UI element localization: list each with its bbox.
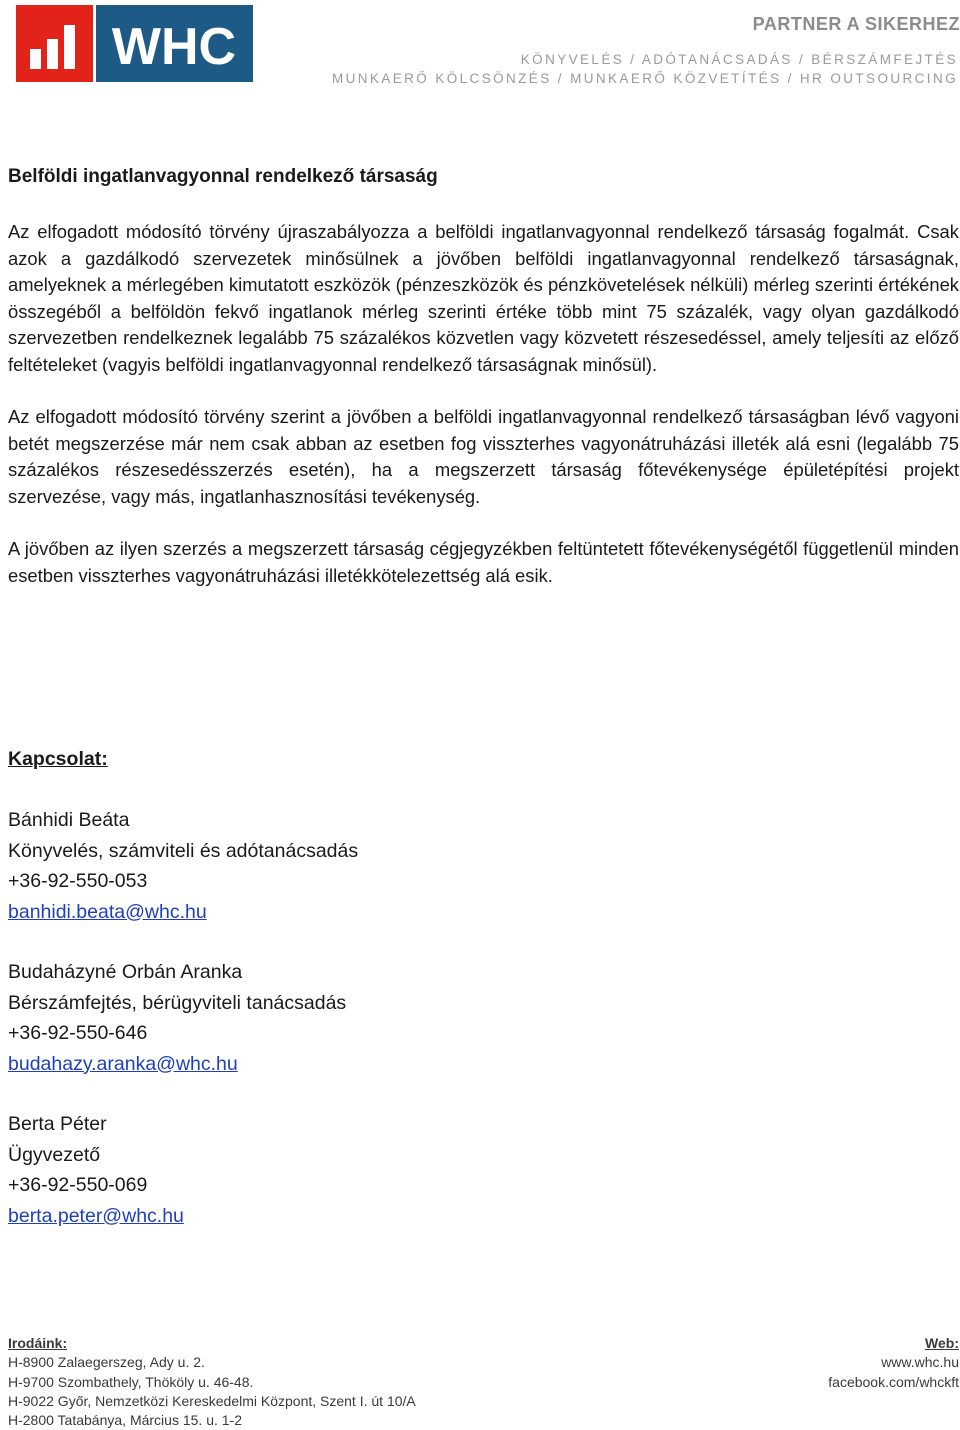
web-title: Web: bbox=[925, 1335, 959, 1351]
logo-bar-1 bbox=[30, 49, 41, 69]
article-paragraph-1: Az elfogadott módosító törvény újraszabályozza a belföldi ingatlanvagyonnal rendelkező társaság fogalmát. Csak azok a gazdálkodó szervezetek minősülnek a jövőben belföldi ingatlanvagyonnal rendelkező társaságnak, amelyeknek a mérlegében kimutatott eszközök (pénzeszközök és pénzkövetelések nélküli) mérleg szerinti értékének összegéből a belföldön fekvő ingatlanok mérleg szerinti értéke több mint 75 százalék, vagy olyan gazdálkodó szervezetben rendelkeznek legalább 75 százalékos közvetlen vagy közvetett részesedéssel, amely teljesíti az előző feltételeket (vagyis belföldi ingatlanvagyonnal rendelkező társaságnak minősül). bbox=[8, 221, 959, 375]
article-heading: Belföldi ingatlanvagyonnal rendelkező társaság bbox=[8, 166, 438, 187]
logo-bar-3 bbox=[64, 25, 75, 69]
office-address: H-8900 Zalaegerszeg, Ady u. 2. bbox=[8, 1354, 205, 1371]
contact-person bbox=[8, 805, 358, 927]
contact-person bbox=[8, 1109, 358, 1231]
contact-role: Könyvelés, számviteli és adótanácsadás bbox=[8, 839, 359, 862]
contact-email-link[interactable]: berta.peter@whc.hu bbox=[8, 1204, 184, 1227]
contact-section bbox=[8, 748, 358, 1261]
logo-bar-2 bbox=[47, 39, 58, 69]
whc-logo bbox=[16, 5, 253, 82]
offices-title: Irodáink: bbox=[8, 1335, 68, 1351]
logo-text: WHC bbox=[111, 18, 237, 76]
contact-title: Kapcsolat: bbox=[8, 748, 108, 770]
office-address: H-9022 Győr, Nemzetközi Kereskedelmi Központ, Szent I. út 10/A bbox=[8, 1392, 416, 1409]
contact-email-link[interactable]: budahazy.aranka@whc.hu bbox=[8, 1052, 238, 1075]
tagline: PARTNER A SIKERHEZ bbox=[752, 14, 960, 34]
contact-name: Bánhidi Beáta bbox=[8, 809, 130, 831]
contact-phone: +36-92-550-646 bbox=[8, 1022, 148, 1044]
services-line-1: KÖNYVELÉS / ADÓTANÁCSADÁS / BÉRSZÁMFEJTÉS bbox=[520, 52, 958, 67]
contact-name: Berta Péter bbox=[8, 1113, 107, 1135]
article-paragraph-2: Az elfogadott módosító törvény szerint a jövőben a belföldi ingatlanvagyonnal rendelkező társaságban lévő vagyoni betét megszerzése már nem csak abban az esetben fog visszterhes vagyonátruházási illeték alá esni (legalább 75 százalékos részesedésszerzés esetén), ha a megszerzett társaság főtevékenysége épületépítési projekt szervezése, vagy más, ingatlanhasznosítási tevékenység. bbox=[8, 406, 959, 507]
services-line-2: MUNKAERŐ KÖLCSÖNZÉS / MUNKAERŐ KÖZVETÍTÉS / HR OUTSOURCING bbox=[331, 71, 958, 86]
web-link[interactable]: www.whc.hu bbox=[881, 1354, 959, 1371]
contact-phone: +36-92-550-053 bbox=[8, 870, 148, 892]
footer-web bbox=[828, 1334, 959, 1392]
footer-offices bbox=[8, 1334, 416, 1430]
office-address: H-9700 Szombathely, Thököly u. 46-48. bbox=[8, 1373, 254, 1390]
article bbox=[8, 166, 959, 615]
contact-role: Bérszámfejtés, bérügyviteli tanácsadás bbox=[8, 991, 347, 1014]
contact-email-link[interactable]: banhidi.beata@whc.hu bbox=[8, 900, 207, 923]
contact-person bbox=[8, 957, 358, 1079]
contact-role: Ügyvezető bbox=[8, 1143, 101, 1166]
article-paragraph-3: A jövőben az ilyen szerzés a megszerzett társaság cégjegyzékben feltüntetett főtevékenységétől függetlenül minden esetben visszterhes vagyonátruházási illetékkötelezettség alá esik. bbox=[8, 538, 959, 586]
contact-phone: +36-92-550-069 bbox=[8, 1174, 148, 1196]
contact-name: Budaházyné Orbán Aranka bbox=[8, 961, 243, 983]
web-link[interactable]: facebook.com/whckft bbox=[828, 1373, 959, 1390]
page-header bbox=[0, 0, 960, 100]
office-address: H-2800 Tatabánya, Március 15. u. 1-2 bbox=[8, 1412, 242, 1429]
